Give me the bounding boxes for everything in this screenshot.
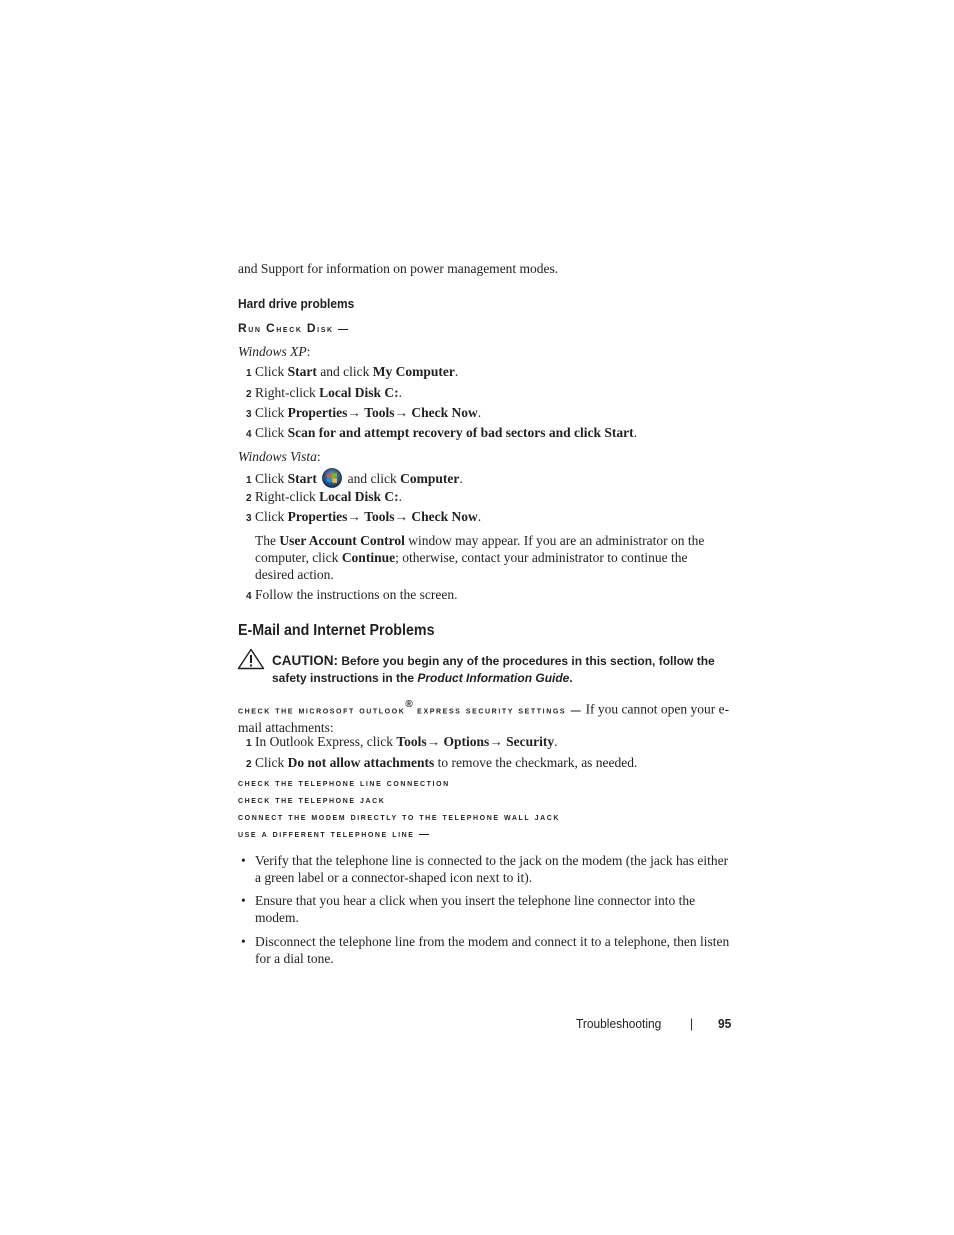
footer-separator: | (690, 1016, 694, 1031)
windows-vista-label: Windows Vista: (238, 449, 321, 464)
bullet-marker: • (241, 853, 246, 868)
check-line-connection-subhead: check the telephone line connection (238, 778, 450, 789)
bullet-marker: • (241, 934, 246, 949)
vista-step-2: 2 Right-click Local Disk C:. (246, 489, 403, 504)
vista-step-1: 1 Click Start and click Computer. (246, 468, 463, 489)
xp-step-1: 1 Click Start and click My Computer. (246, 364, 459, 379)
email-step-2: 2 Click Do not allow attachments to remove the checkmark, as needed. (246, 755, 638, 770)
intro-text: and Support for information on power management modes. (238, 261, 559, 276)
xp-step-2: 2 Right-click Local Disk C:. (246, 385, 403, 400)
hard-drive-heading: Hard drive problems (238, 296, 355, 311)
windows-xp-label: Windows XP: (238, 344, 311, 359)
caution-notice: CAUTION: Before you begin any of the procedures in this section, follow the safety instructions in the Product Information Guide. (272, 653, 715, 685)
bullet-item: Verify that the telephone line is connected to the jack on the modem (the jack has either a green label or a connector-shaped icon next to it). (255, 853, 729, 885)
connect-modem-subhead: connect the modem directly to the telephone wall jack (238, 812, 561, 823)
footer-page-number: 95 (718, 1016, 732, 1031)
vista-step-4: 4 Follow the instructions on the screen. (246, 587, 458, 602)
vista-step-3: 3 Click Properties→ Tools→ Check Now. (246, 509, 482, 524)
xp-step-4: 4 Click Scan for and attempt recovery of bad sectors and click Start. (246, 425, 637, 440)
run-check-disk-subhead: Run Check Disk — (238, 321, 350, 335)
bullet-marker: • (241, 893, 246, 908)
use-different-line-subhead: use a different telephone line — (238, 829, 431, 840)
email-section-heading: E-Mail and Internet Problems (238, 622, 435, 639)
caution-triangle-icon (237, 648, 265, 675)
footer-section-name: Troubleshooting (576, 1016, 662, 1031)
bullet-item: Disconnect the telephone line from the modem and connect it to a telephone, then listen for a dial tone. (255, 934, 730, 966)
uac-note: The User Account Control window may appear. If you are an administrator on the computer, click Continue; otherwise, contact your administrator to continue the desired action. (255, 533, 705, 582)
bullet-item: Ensure that you hear a click when you insert the telephone line connector into the modem. (255, 893, 696, 925)
outlook-security-para: check the microsoft outlook® express security settings — If you cannot open your e-mail attachments: (238, 699, 730, 736)
windows-start-orb-icon (322, 468, 342, 488)
check-jack-subhead: check the telephone jack (238, 795, 386, 806)
xp-step-3: 3 Click Properties→ Tools→ Check Now. (246, 405, 482, 420)
email-step-1: 1 In Outlook Express, click Tools→ Options→ Security. (246, 734, 558, 749)
